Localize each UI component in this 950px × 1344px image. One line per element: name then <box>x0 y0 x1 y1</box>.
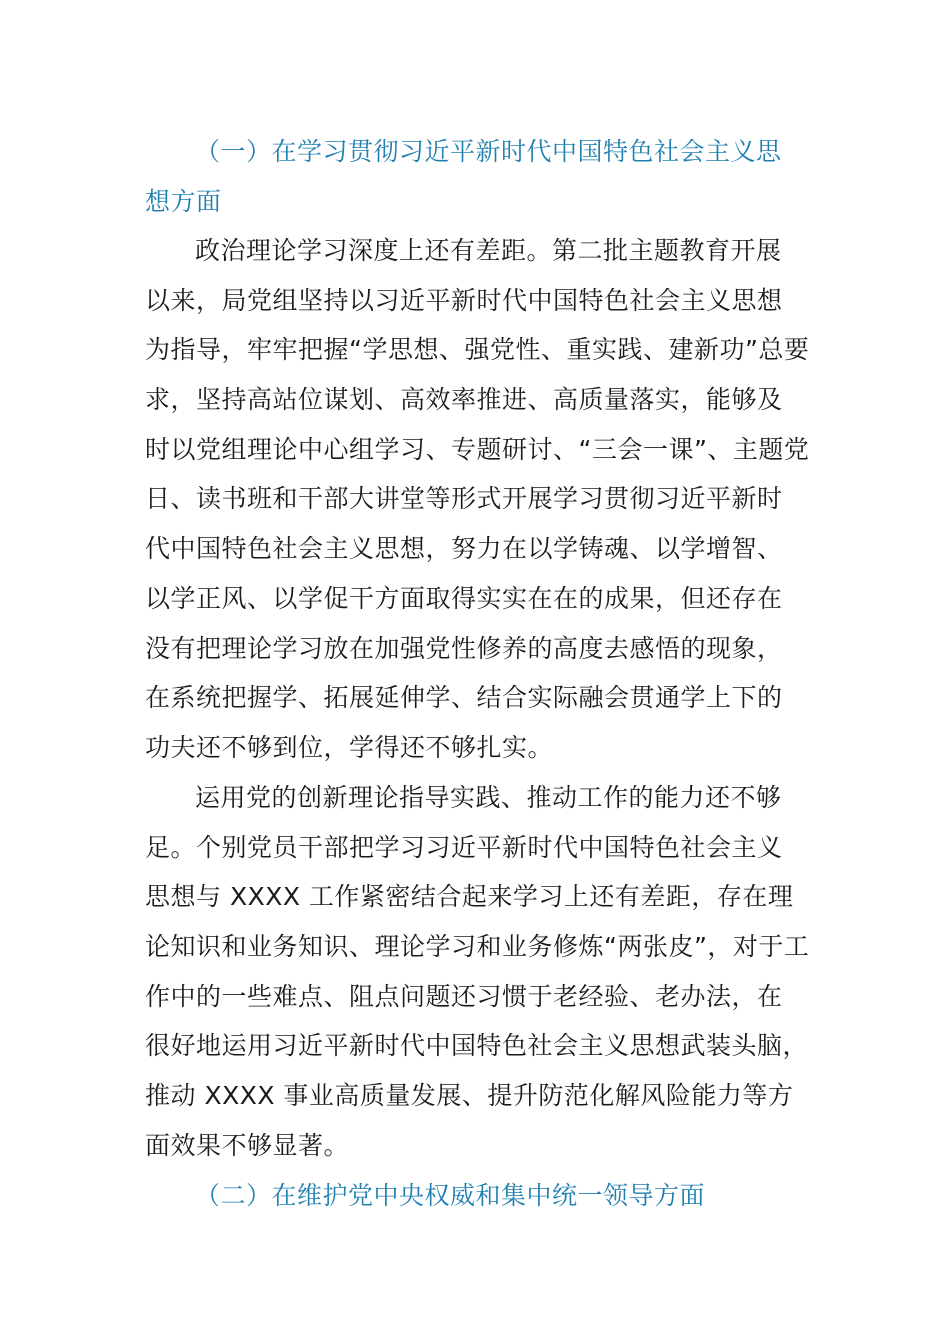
paragraph-line: 功夫还不够到位，学得还不够扎实。 <box>145 732 554 762</box>
paragraph-line: 论知识和业务知识、理论学习和业务修炼“两张皮”，对于工 <box>145 932 810 962</box>
paragraph-2 <box>145 773 810 1171</box>
paragraph-line: 很好地运用习近平新时代中国特色社会主义思想武装头脑， <box>145 1031 809 1061</box>
paragraph-line: 作中的一些难点、阻点问题还习惯于老经验、老办法，在 <box>145 981 783 1011</box>
paragraph-line: 日、读书班和干部大讲堂等形式开展学习贯彻习近平新时 <box>145 484 783 514</box>
paragraph-line: 运用党的创新理论指导实践、推动工作的能力还不够 <box>195 783 782 812</box>
paragraph-line: 政治理论学习深度上还有差距。第二批主题教育开展 <box>195 236 782 265</box>
paragraph-line: 足。个别党员干部把学习习近平新时代中国特色社会主义 <box>145 832 783 862</box>
heading-line: （一）在学习贯彻习近平新时代中国特色社会主义思 <box>195 137 782 166</box>
paragraph-line: 面效果不够显著。 <box>145 1130 350 1160</box>
paragraph-line: 求，坚持高站位谋划、高效率推进、高质量落实，能够及 <box>145 385 783 415</box>
section-heading-1 <box>145 127 810 226</box>
paragraph-line: 思想与 XXXX 工作紧密结合起来学习上还有差距，存在理 <box>145 882 794 912</box>
section-heading-2 <box>145 1171 810 1221</box>
paragraph-line: 推动 XXXX 事业高质量发展、提升防范化解风险能力等方 <box>145 1081 794 1111</box>
heading-line: （二）在维护党中央权威和集中统一领导方面 <box>195 1181 706 1210</box>
paragraph-line: 时以党组理论中心组学习、专题研讨、“三会一课”、主题党 <box>145 434 810 464</box>
paragraph-line: 在系统把握学、拓展延伸学、结合实际融会贯通学上下的 <box>145 683 783 713</box>
paragraph-line: 为指导，牢牢把握“学思想、强党性、重实践、建新功”总要 <box>145 335 810 365</box>
paragraph-line: 代中国特色社会主义思想，努力在以学铸魂、以学增智、 <box>145 534 783 564</box>
heading-line: 想方面 <box>145 186 222 216</box>
paragraph-line: 以来，局党组坚持以习近平新时代中国特色社会主义思想 <box>145 285 783 315</box>
paragraph-1 <box>145 226 810 773</box>
paragraph-line: 以学正风、以学促干方面取得实实在在的成果，但还存在 <box>145 583 783 613</box>
paragraph-line: 没有把理论学习放在加强党性修养的高度去感悟的现象， <box>145 633 783 663</box>
